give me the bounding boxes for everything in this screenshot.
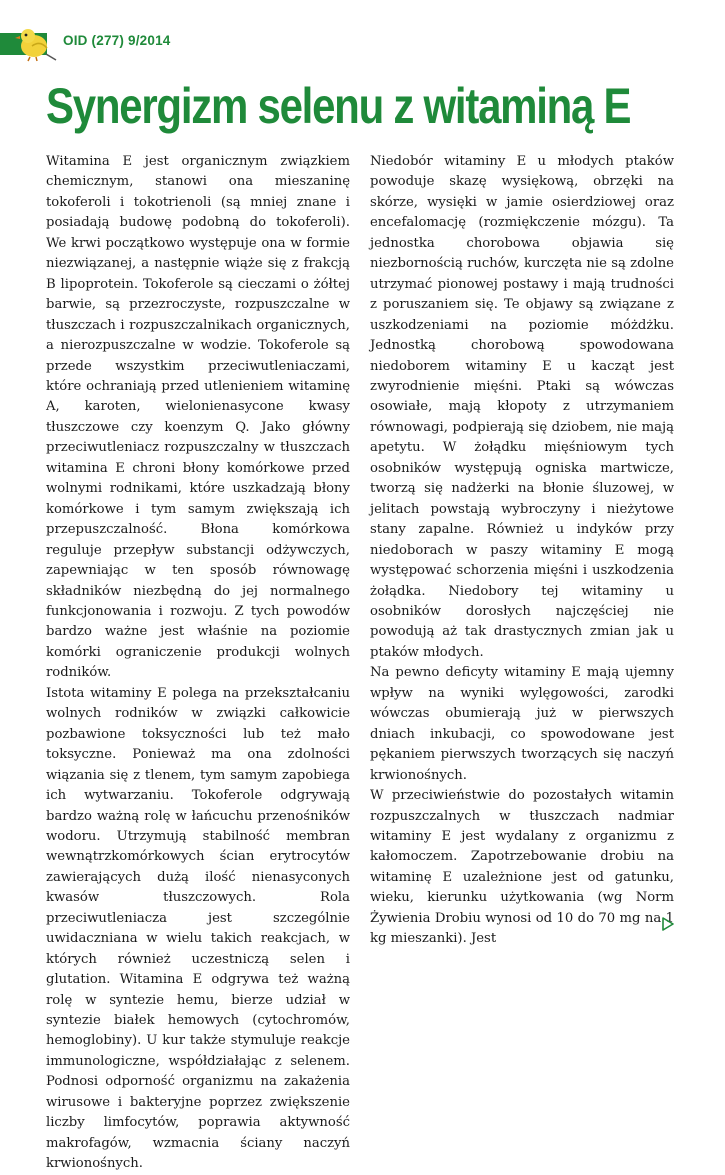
continue-arrow-icon[interactable] (661, 917, 675, 931)
left-column (46, 152, 350, 1175)
right-column (370, 152, 674, 950)
paragraph: W przeciwieństwie do pozostałych witamin rozpuszczalnych w tłuszczach nadmiar witaminy E jest wydalany z organizmu z kałomoczem. Zapotrzebowanie drobiu na witaminę E uzależnione jest od gatunku, wieku, kierunku użytkowania (wg Norm Żywienia Drobiu wynosi od 10 do 70 mg na 1 kg mieszanki). Jest (370, 788, 674, 947)
paragraph: Na pewno deficyty witaminy E mają ujemny wpływ na wyniki wylęgowości, zarodki wówczas obumierają już w pierwszych dniach inkubacji, co spowodowane jest pękaniem pierwszych tworzących się naczyń krwionośnych. (370, 665, 674, 783)
paragraph: Witamina E jest organicznym związkiem chemicznym, stanowi ona mieszaninę tokoferoli i tokotrienoli (są mniej znane i posiadają budowę podobną do tokoferoli). We krwi początkowo występuje ona w formie niezwiązanej, a następnie wiąże się z frakcją B lipoprotein. Tokoferole są cieczami o żółtej barwie, są przezroczyste, rozpuszczalne w tłuszczach i rozpuszczalnikach organicznych, a nierozpuszczalne w wodzie. Tokoferole są przede wszystkim przeciwutleniaczami, które ochraniają przed utlenieniem witaminę A, karoten, wielonienasycone kwasy tłuszczowe czy koenzym Q. Jako główny przeciwutleniacz rozpuszczalny w tłuszczach witamina E chroni błony komórkowe przed wolnymi rodnikami, które uszkadzają błony komórkowe i tym samym zwiększają ich przepuszczalność. Błona komórkowa reguluje przepływ substancji odżywczych, zapewniając w ten sposób równowagę składników niezbędną do jej normalnego funkcjonowania i rozwoju. Z tych powodów bardzo ważne jest właśnie na poziomie komórki ograniczenie produkcji wolnych rodników. (46, 154, 350, 681)
chick-logo-icon (12, 24, 60, 62)
paragraph: Niedobór witaminy E u młodych ptaków powoduje skazę wysiękową, obrzęki na skórze, wysięki w jamie osierdziowej oraz encefalomację (rozmiękczenie mózgu). Ta jednostka chorobowa objawia się niezbornością ruchów, kurczęta nie są zdolne utrzymać pionowej postawy i mają trudności z poruszaniem się. Te objawy są związane z uszkodzeniami na poziomie móżdżku. Jednostką chorobową spowodowana niedoborem witaminy E u kacząt jest zwyrodnienie mięśni. Ptaki są wówczas osowiałe, mają kłopoty z utrzymaniem równowagi, podpierają się dziobem, nie mają apetytu. W żołądku mięśniowym tych osobników występują ogniska martwicze, tworzą się nadżerki na błonie śluzowej, w jelitach powstają wybroczyny i nieżytowe stany zapalne. Również u indyków przy niedoborach w paszy witaminy E mogą występować schorzenia mięśni i uszkodzenia żołądka. Niedobory tej witaminy u osobników dorosłych najczęściej nie powodują aż tak drastycznych zmian jak u ptaków młodych. (370, 154, 674, 660)
issue-label: OID (277) 9/2014 (63, 33, 171, 48)
article-title: Synergizm selenu z witaminą E (46, 78, 631, 134)
paragraph: Istota witaminy E polega na przekształcaniu wolnych rodników w związki całkowicie pozbawione toksyczności lub też mało toksyczne. Ponieważ ma ona zdolności wiązania się z tlenem, tym samym zapobiega ich wytwarzaniu. Tokoferole odgrywają bardzo ważną rolę w łańcuchu przenośników wodoru. Utrzymują stabilność membran wewnątrzkomórkowych ścian erytrocytów zawierających dużą ilość nienasyconych kwasów tłuszczowych. Rola przeciwutleniacza jest szczególnie uwidaczniana w wielu takich reakcjach, w których również uczestniczą selen i glutation. Witamina E odgrywa też ważną rolę w syntezie hemu, bierze udział w syntezie białek hemowych (cytochromów, hemoglobiny). U kur także stymuluje reakcje immunologiczne, współdziałając z selenem. Podnosi odporność organizmu na zakażenia wirusowe i bakteryjne poprzez zwiększenie liczby limfocytów, poprawia aktywność makrofagów, wzmacnia ściany naczyń krwionośnych. (46, 685, 350, 1172)
